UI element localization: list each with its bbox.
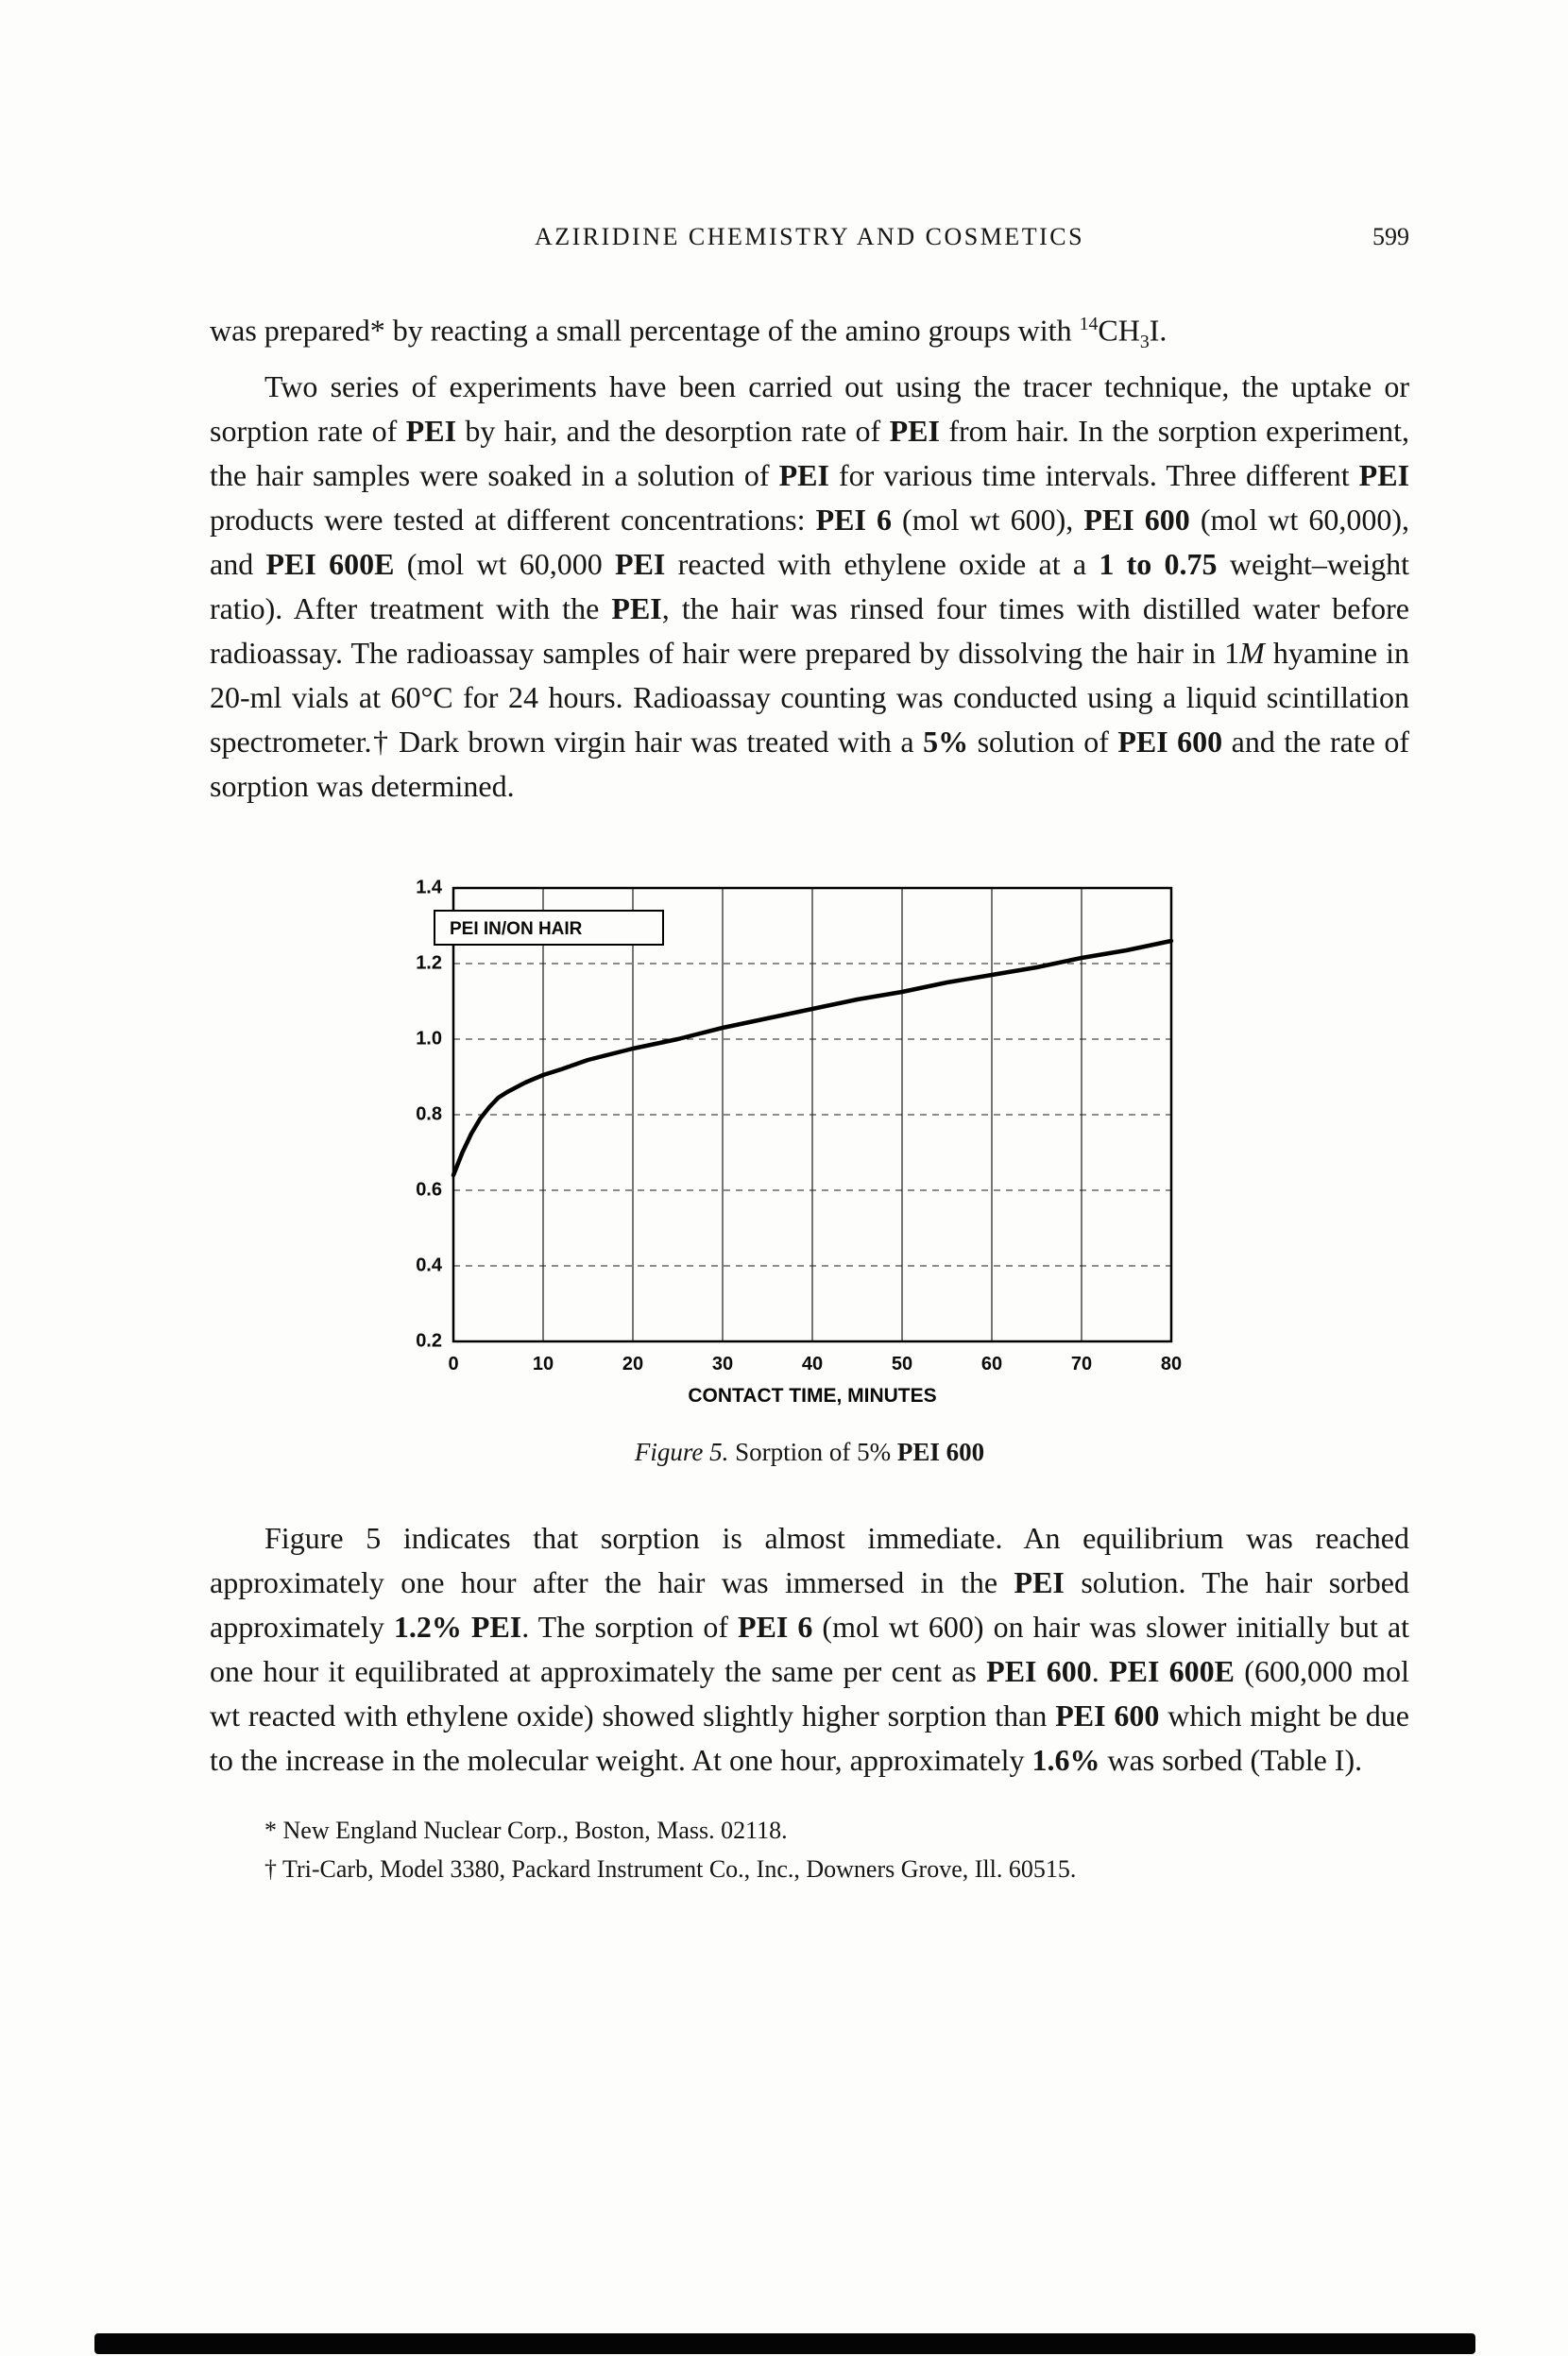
x-tick-label: 20 (622, 1354, 644, 1375)
sorption-chart (397, 875, 1200, 1423)
x-axis-label: CONTACT TIME, MINUTES (688, 1385, 937, 1408)
running-head (210, 223, 1409, 255)
y-tick-label: 1.4 (416, 877, 442, 898)
running-head-title: AZIRIDINE CHEMISTRY AND COSMETICS (534, 223, 1085, 250)
x-tick-label: 0 (448, 1354, 459, 1375)
scan-artifact-bar (94, 2333, 1475, 2354)
figure-5 (210, 875, 1409, 1467)
y-tick-label: 0.8 (416, 1103, 442, 1125)
y-tick-label: 0.2 (416, 1330, 442, 1352)
x-tick-label: 60 (980, 1354, 1003, 1375)
footnote-dagger: † Tri-Carb, Model 3380, Packard Instrument Co., Inc., Downers Grove, Ill. 60515. (264, 1855, 1077, 1884)
x-tick-label: 40 (801, 1354, 824, 1375)
figure-caption: Figure 5. Sorption of 5% PEI 600 (634, 1438, 985, 1467)
x-tick-label: 10 (532, 1354, 554, 1375)
x-tick-label: 50 (891, 1354, 913, 1375)
y-tick-label: 0.6 (416, 1179, 442, 1201)
paragraph-experiments: Two series of experiments have been carried out using the tracer technique, the uptake or sorption rate of PEI by hair, and the desorption rate of PEI from hair. In the sorption experiment, the hair samples were soaked in a solution of PEI for various time intervals. Three different PEI products were tested at different concentrations: PEI 6 (mol wt 600), PEI 600 (mol wt 60,000), and PEI 600E (mol wt 60,000 PEI reacted with ethylene oxide at a 1 to 0.75 weight–weight ratio). After treatment with the PEI, the hair was rinsed four times with distilled water before radioassay. The radioassay samples of hair were prepared by dissolving the hair in 1M hyamine in 20-ml vials at 60°C for 24 hours. Radioassay counting was conducted using a liquid scintillation spectrometer.† Dark brown virgin hair was treated with a 5% solution of PEI 600 and the rate of sorption was determined. (210, 369, 1410, 804)
paragraph-continuation: was prepared* by reacting a small percentage of the amino groups with $^{14}CH_3I$. (210, 313, 1167, 353)
footnotes (210, 1811, 1409, 1888)
legend-label: PEI IN/ON HAIR (450, 919, 583, 940)
y-tick-label: 1.0 (416, 1028, 442, 1050)
y-tick-label: 0.4 (416, 1255, 442, 1276)
text-column (210, 223, 1409, 1888)
x-tick-label: 70 (1070, 1354, 1093, 1375)
x-tick-label: 30 (711, 1354, 734, 1375)
footnote-asterisk: * New England Nuclear Corp., Boston, Mass. 02118. (264, 1817, 788, 1845)
chart-svg (397, 875, 1200, 1418)
paragraph-discussion: Figure 5 indicates that sorption is almost immediate. An equilibrium was reached approximately one hour after the hair was immersed in the PEI solution. The hair sorbed approximately 1.2% PEI. The sorption of PEI 6 (mol wt 600) on hair was slower initially but at one hour it equilibrated at approximately the same per cent as PEI 600. PEI 600E (600,000 mol wt reacted with ethylene oxide) showed slightly higher sorption than PEI 600 which might be due to the increase in the molecular weight. At one hour, approximately 1.6% was sorbed (Table I). (210, 1521, 1410, 1778)
x-tick-label: 80 (1160, 1354, 1183, 1375)
y-tick-label: 1.2 (416, 952, 442, 974)
page-number: 599 (1372, 223, 1409, 250)
